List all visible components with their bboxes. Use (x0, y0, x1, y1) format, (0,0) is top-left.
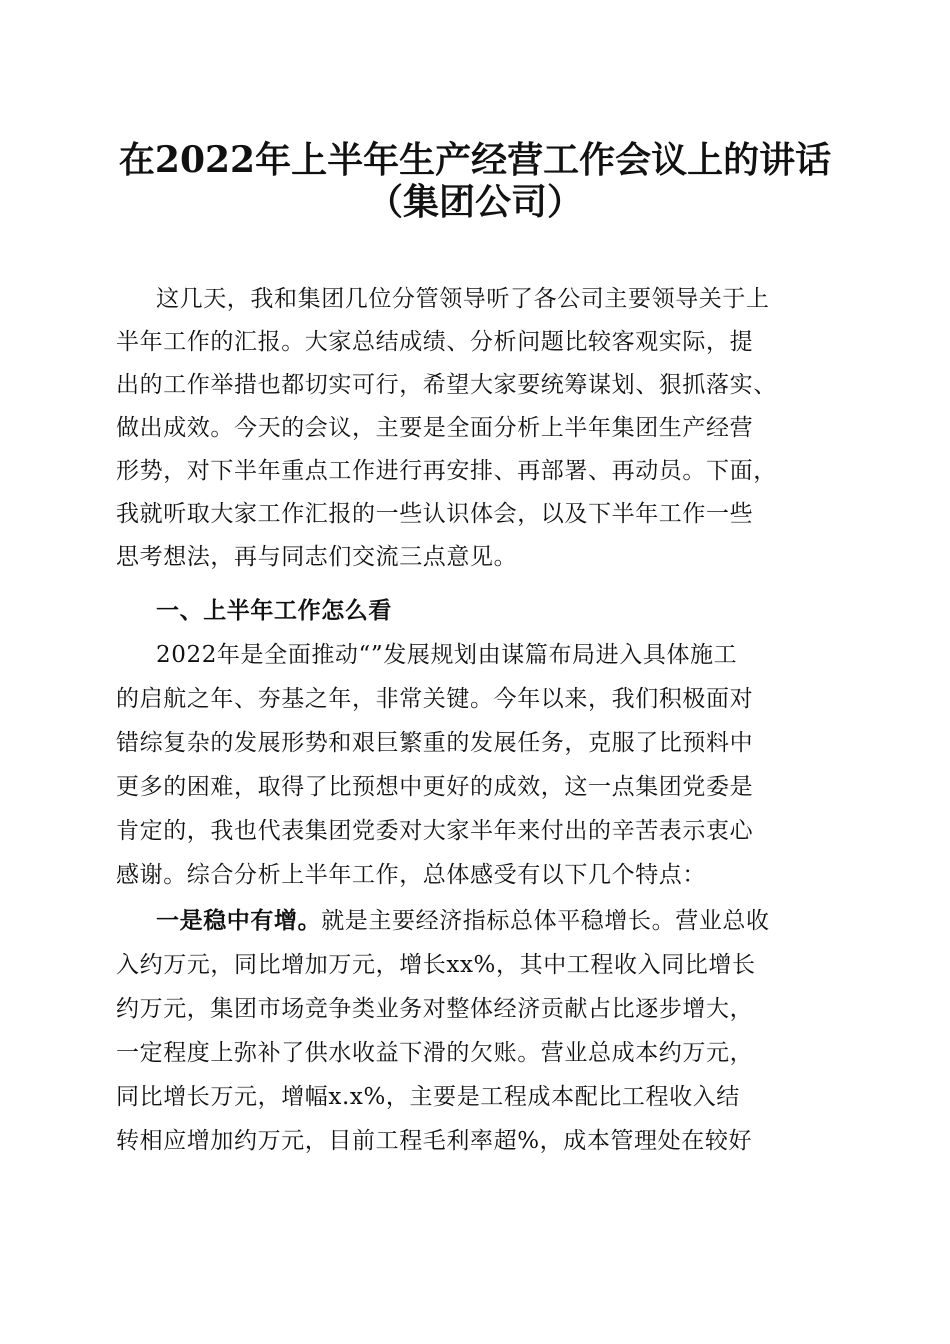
paragraph-line-text: 就是主要经济指标总体平稳增长。营业总收 (321, 908, 770, 934)
paragraph-line: 约万元，集团市场竞争类业务对整体经济贡献占比逐步增大， (116, 996, 754, 1022)
paragraph-line: 我就听取大家工作汇报的一些认识体会，以及下半年工作一些 (116, 501, 754, 527)
paragraph-line: 肯定的，我也代表集团党委对大家半年来付出的辛苦表示衷心 (116, 818, 754, 844)
paragraph-line: 做出成效。今天的会议，主要是全面分析上半年集团生产经营 (116, 415, 754, 441)
paragraph-line: 错综复杂的发展形势和艰巨繁重的发展任务，克服了比预料中 (116, 730, 754, 756)
paragraph-line: 一定程度上弥补了供水收益下滑的欠账。营业总成本约万元， (116, 1040, 754, 1066)
document-subtitle: （集团公司） (366, 181, 583, 223)
paragraph-line: 这几天，我和集团几位分管领导听了各公司主要领导关于上 (156, 286, 770, 312)
section-heading: 一、上半年工作怎么看 (156, 597, 392, 624)
paragraph-line: 更多的困难，取得了比预想中更好的成效，这一点集团党委是 (116, 774, 754, 800)
paragraph-line: 感谢。综合分析上半年工作，总体感受有以下几个特点： (116, 862, 706, 888)
paragraph-line: 转相应增加约万元，目前工程毛利率超%，成本管理处在较好 (116, 1128, 753, 1154)
paragraph-line: 同比增长万元，增幅x.x%，主要是工程成本配比工程收入结 (116, 1084, 740, 1110)
paragraph-line: 2022年是全面推动“”发展规划由谋篇布局进入具体施工 (156, 642, 738, 668)
paragraph-line: 半年工作的汇报。大家总结成绩、分析问题比较客观实际，提 (116, 329, 754, 355)
paragraph-line: 入约万元，同比增加万元，增长xx%，其中工程收入同比增长 (116, 952, 756, 978)
paragraph-lead-bold: 一是稳中有增。 (156, 907, 322, 934)
paragraph-line: 的启航之年、夯基之年，非常关键。今年以来，我们积极面对 (116, 686, 754, 712)
paragraph-line: 出的工作举措也都切实可行，希望大家要统筹谋划、狠抓落实、 (116, 372, 777, 398)
paragraph-line: 思考想法，再与同志们交流三点意见。 (116, 544, 518, 570)
document-title: 在2022年上半年生产经营工作会议上的讲话 (118, 139, 832, 181)
paragraph-line: 形势，对下半年重点工作进行再安排、再部署、再动员。下面， (116, 458, 777, 484)
paragraph-line (156, 906, 886, 936)
